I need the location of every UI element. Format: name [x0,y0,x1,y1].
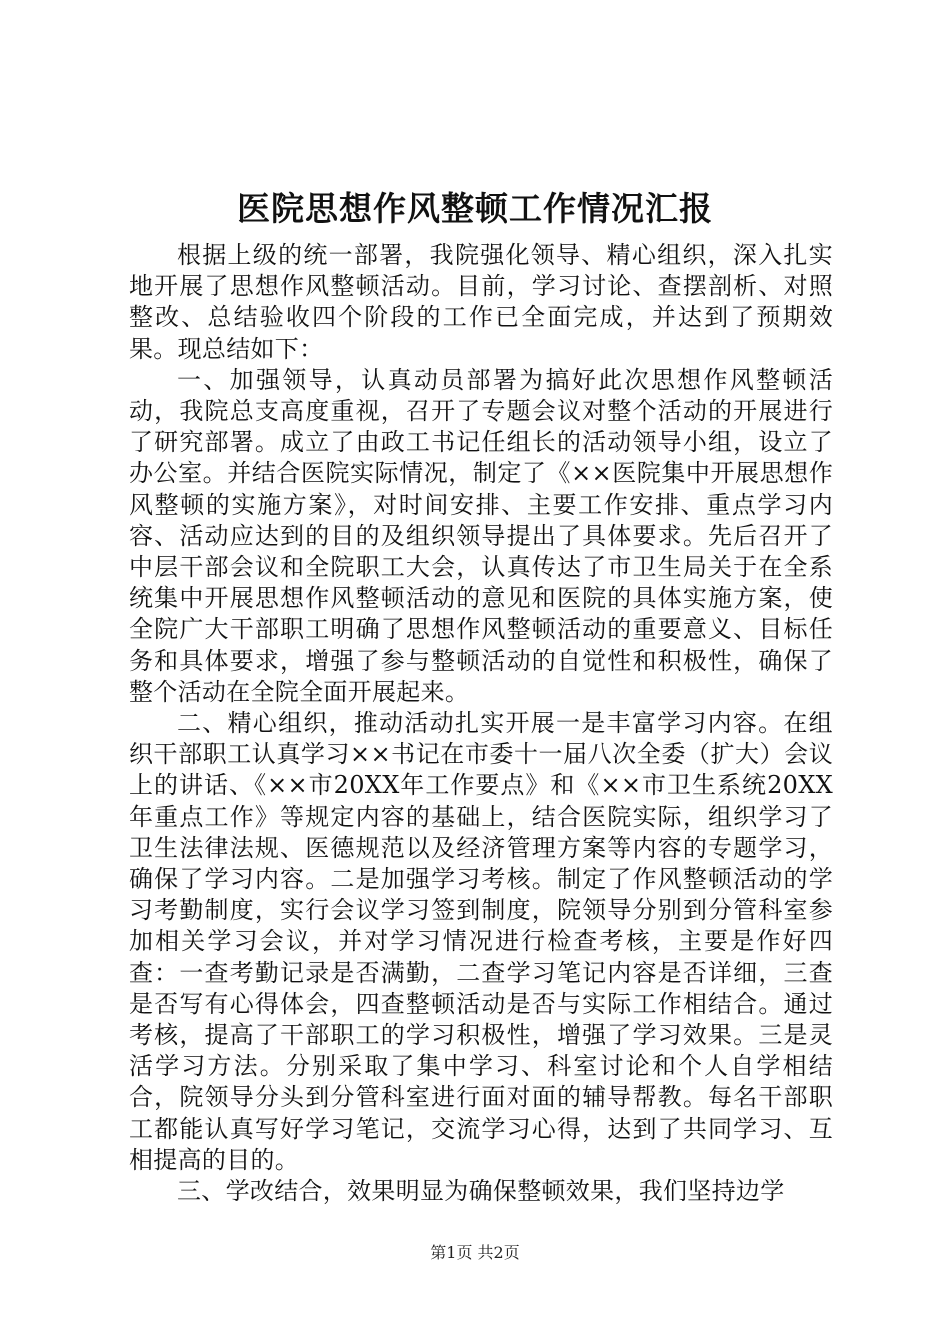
page-number-footer: 第1页 共2页 [430,1243,520,1262]
paragraph-section-3: 三、学改结合，效果明显为确保整顿效果，我们坚持边学 [177,1177,785,1206]
paragraph-intro: 根据上级的统一部署，我院强化领导、精心组织，深入扎实地开展了思想作风整顿活动。目前，学习讨论、查摆剖析、对照整改、总结验收四个阶段的工作已全面完成，并达到了预期效果。现总结如下： [129,241,833,363]
paragraph-section-1: 一、加强领导，认真动员部署为搞好此次思想作风整顿活动，我院总支高度重视，召开了专题会议对整个活动的开展进行了研究部署。成立了由政工书记任组长的活动领导小组，设立了办公室。并结合医院实际情况，制定了《××医院集中开展思想作风整顿的实施方案》，对时间安排、主要工作安排、重点学习内容、活动应达到的目的及组织领导提出了具体要求。先后召开了中层干部会议和全院职工大会，认真传达了市卫生局关于在全系统集中开展思想作风整顿活动的意见和医院的具体实施方案，使全院广大干部职工明确了思想作风整顿活动的重要意义、目标任务和具体要求，增强了参与整顿活动的自觉性和积极性，确保了整个活动在全院全面开展起来。 [129,365,833,706]
document-body [129,240,833,1207]
paragraph-section-2: 二、精心组织，推动活动扎实开展一是丰富学习内容。在组织干部职工认真学习××书记在市委十一届八次全委（扩大）会议上的讲话、《××市20XX年工作要点》和《××市卫生系统20XX年重点工作》等规定内容的基础上，结合医院实际，组织学习了卫生法律法规、医德规范以及经济管理方案等内容的专题学习，确保了学习内容。二是加强学习考核。制定了作风整顿活动的学习考勤制度，实行会议学习签到制度，院领导分别到分管科室参加相关学习会议，并对学习情况进行检查考核，主要是作好四查：一查考勤记录是否满勤，二查学习笔记内容是否详细，三查是否写有心得体会，四查整顿活动是否与实际工作相结合。通过考核，提高了干部职工的学习积极性，增强了学习效果。三是灵活学习方法。分别采取了集中学习、科室讨论和个人自学相结合，院领导分头到分管科室进行面对面的辅导帮教。每名干部职工都能认真写好学习笔记，交流学习心得，达到了共同学习、互相提高的目的。 [129,709,833,1174]
document-title: 医院思想作风整顿工作情况汇报 [237,189,713,228]
